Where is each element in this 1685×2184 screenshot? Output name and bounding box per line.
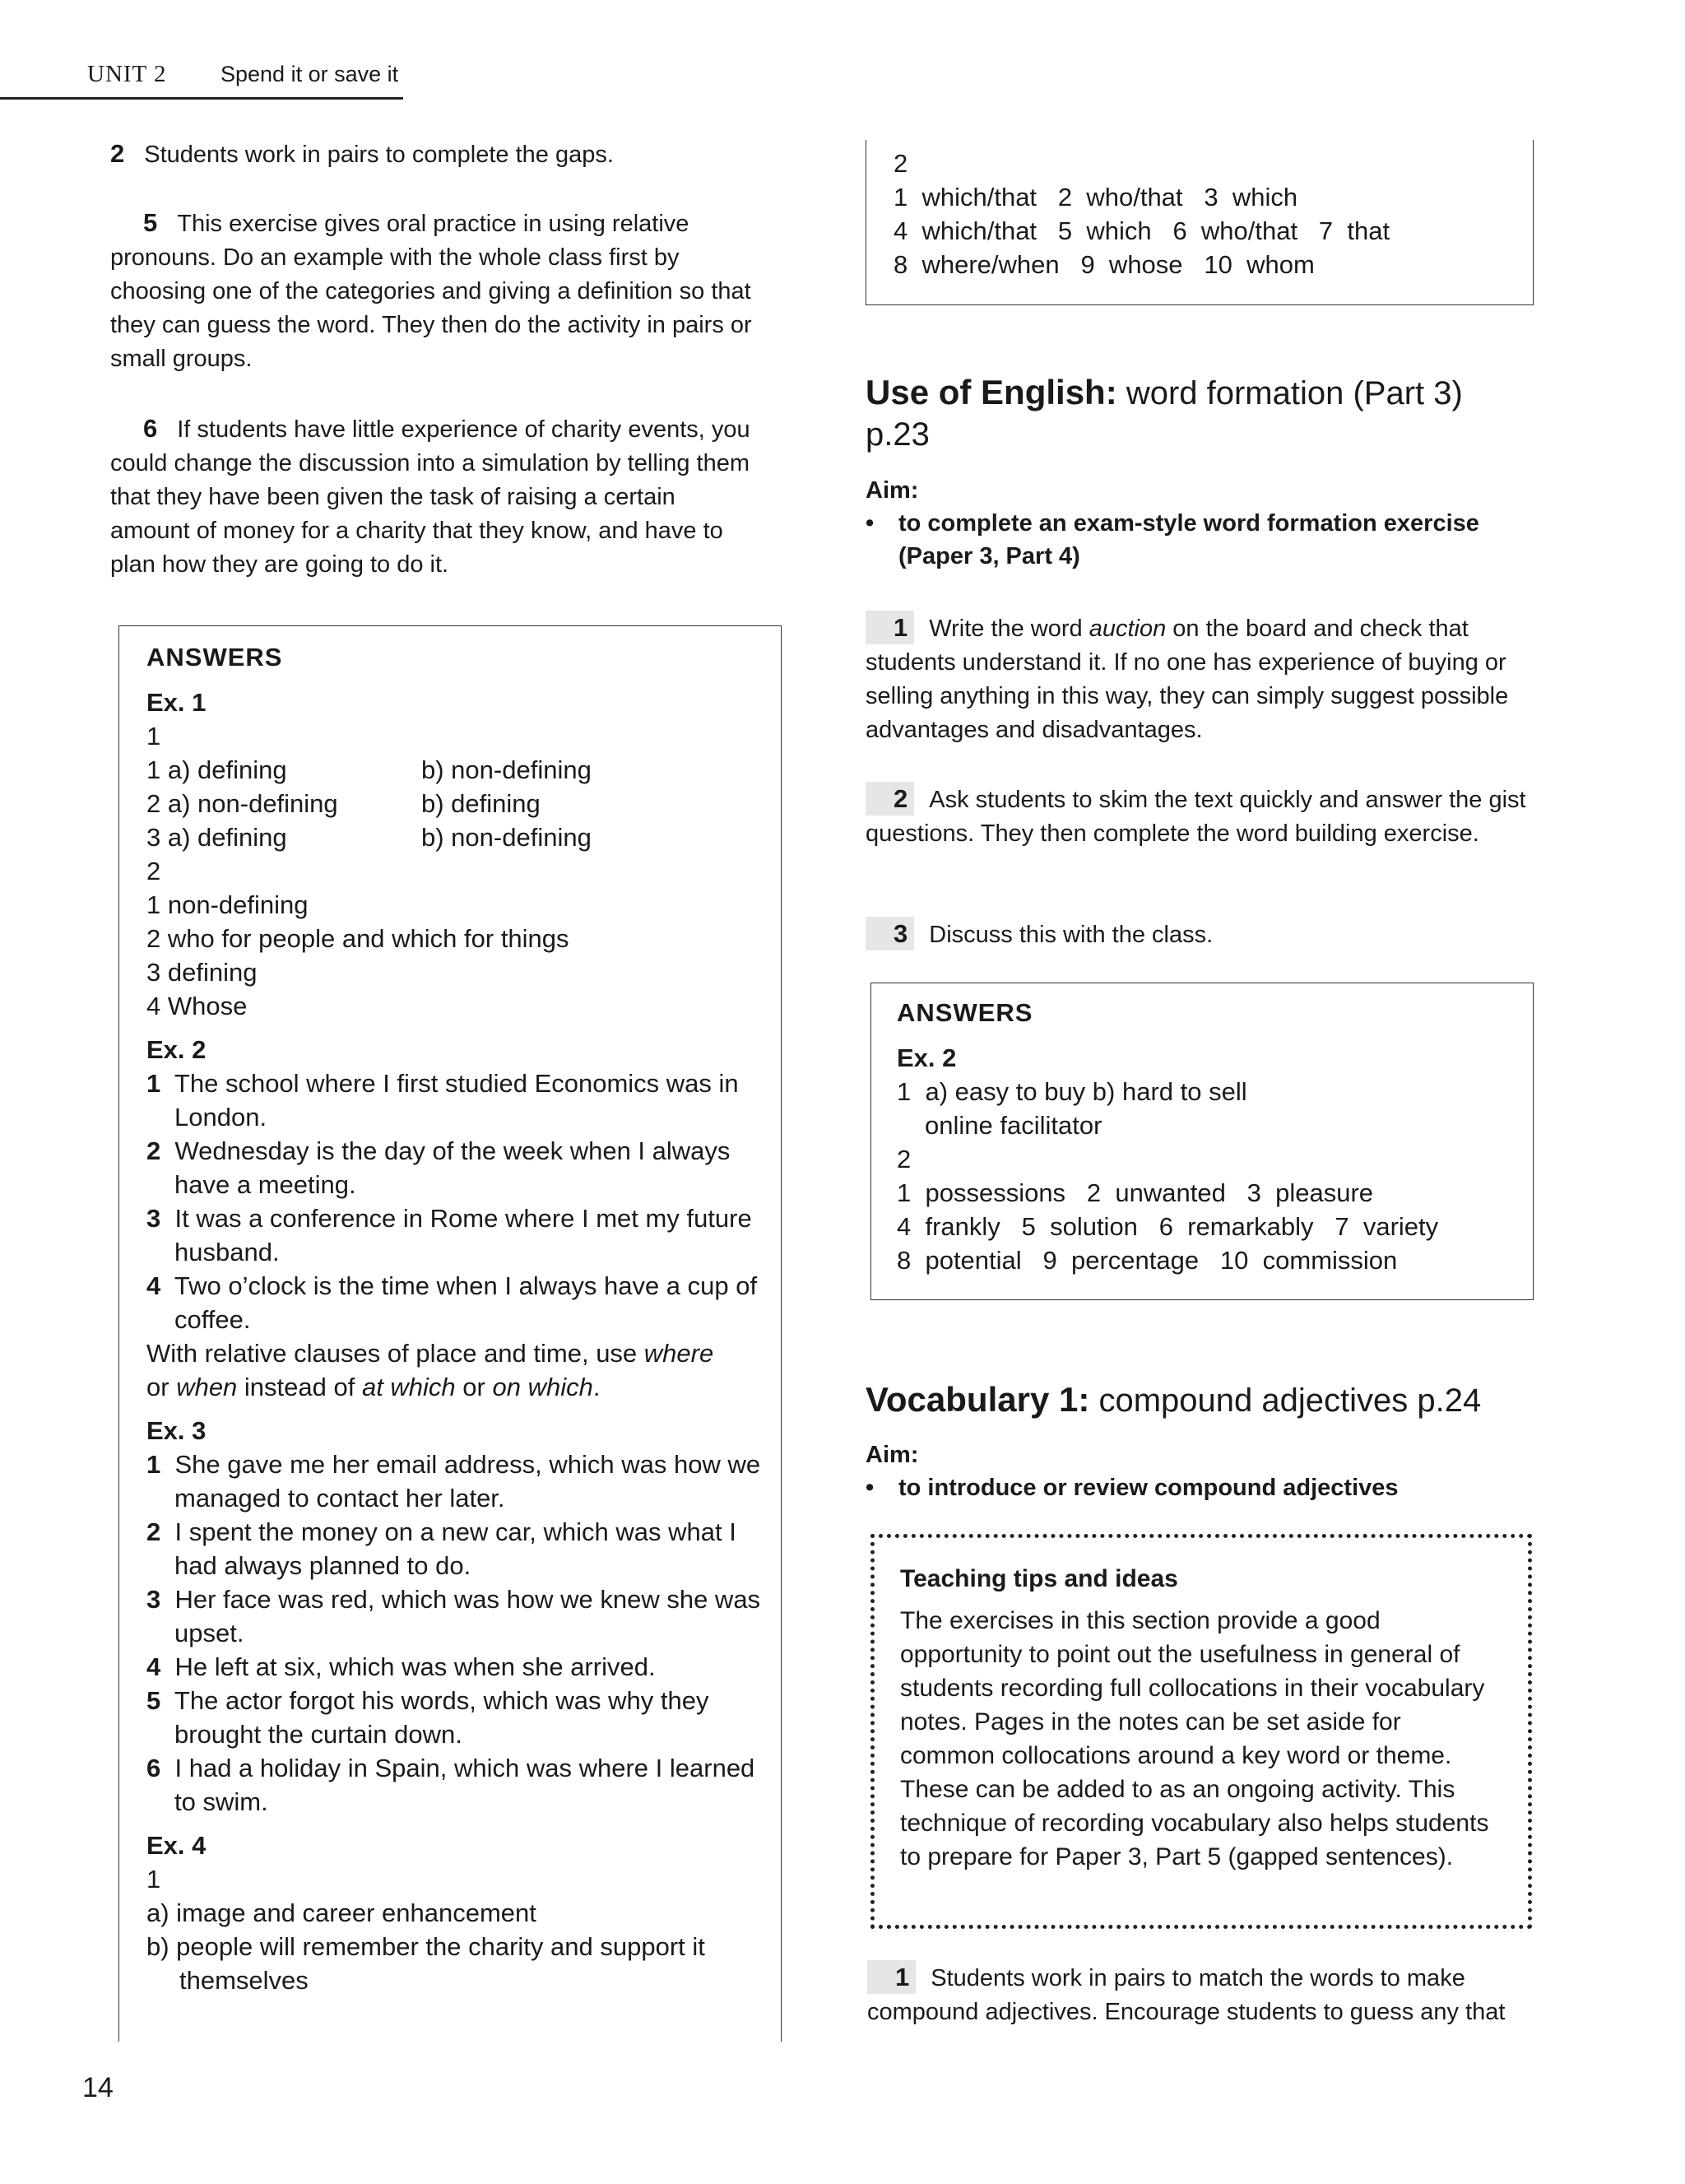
answers-heading: ANSWERS	[146, 643, 283, 671]
paragraph-line: If students have little experience of charity events, you	[177, 416, 750, 443]
ex3-item	[146, 1751, 772, 1819]
note-text: or	[146, 1373, 177, 1401]
paragraph-line: choosing one of the categories and giving a definition so that	[110, 278, 751, 304]
exercise-number-badge: 1	[867, 1960, 916, 1994]
item-number: 2	[146, 1517, 161, 1546]
paragraph-line: amount of money for a charity that they know, and have to	[110, 518, 723, 544]
paragraph-line: that they have been given the task of raising a certain	[110, 484, 675, 510]
paragraph-text: Students work in pairs to complete the gaps.	[144, 142, 614, 168]
answer-a: 3 a) defining	[146, 823, 287, 852]
answer-line: 1 a) easy to buy b) hard to sell	[897, 1077, 1247, 1106]
ex1-part-2: 2	[146, 857, 161, 885]
ex1-label: Ex. 1	[146, 688, 207, 717]
bullet-icon: •	[866, 1475, 875, 1501]
aim-label: Aim:	[866, 477, 919, 504]
ex3-item	[146, 1515, 772, 1582]
ex1-item: 2 who for people and which for things	[146, 924, 569, 953]
item-number: 4	[146, 1271, 161, 1300]
uoe-paragraph-1	[866, 611, 1532, 747]
ex3-item	[146, 1582, 772, 1650]
aim-text: to complete an exam-style word formation exercise (Paper 3, Part 4)	[898, 510, 1479, 569]
running-header	[0, 54, 403, 100]
note-em: where	[643, 1339, 714, 1368]
answer-line: 4 which/that 5 which 6 who/that 7 that	[894, 216, 1390, 245]
item-text: I had a holiday in Spain, which was where I learned to swim.	[174, 1754, 755, 1816]
aim-bullet	[866, 1471, 1548, 1504]
ex4-item: b) people will remember the charity and support it themselves	[146, 1932, 705, 1995]
section-title-bold: Vocabulary 1:	[866, 1380, 1090, 1419]
paragraph-text: Discuss this with the class.	[929, 922, 1214, 948]
answers-right	[897, 996, 1522, 1277]
ex1-item: 3 defining	[146, 958, 258, 987]
aim-label: Aim:	[866, 1442, 919, 1468]
ex4-item: a) image and career enhancement	[146, 1898, 536, 1927]
tips-heading: Teaching tips and ideas	[900, 1565, 1178, 1592]
use-of-english-title	[866, 372, 1565, 455]
answer-a: 2 a) non-defining	[146, 789, 338, 818]
item-text: Wednesday is the day of the week when I always have a meeting.	[174, 1136, 731, 1199]
vocab-paragraph-1	[867, 1960, 1534, 2029]
ex3-item	[146, 1650, 772, 1684]
answer-line: 1 possessions 2 unwanted 3 pleasure	[897, 1178, 1374, 1207]
ex1-item: 1 non-defining	[146, 890, 309, 919]
left-paragraph-5	[110, 206, 818, 376]
uoe-paragraph-3	[866, 917, 1532, 952]
ex2-item	[146, 1134, 772, 1201]
note-text: With relative clauses of place and time, use	[146, 1339, 644, 1368]
item-number: 1	[146, 1069, 161, 1098]
answer-a: 1 a) defining	[146, 755, 287, 784]
paragraph-line: This exercise gives oral practice in using relative	[177, 211, 689, 237]
use-of-english-aim	[866, 474, 1548, 573]
item-number: 1	[146, 1450, 161, 1479]
item-number: 3	[146, 1204, 161, 1233]
unit-title: Spend it or save it	[220, 62, 399, 86]
answer-line: online facilitator	[925, 1111, 1102, 1140]
answer-b: b) non-defining	[421, 823, 592, 852]
ex2-label: Ex. 2	[146, 1035, 207, 1064]
vocabulary-title	[866, 1379, 1565, 1421]
paragraph-line: small groups.	[110, 346, 253, 372]
ex2-item	[146, 1269, 772, 1336]
ex4-label: Ex. 4	[146, 1831, 207, 1860]
note-em: on which	[492, 1373, 593, 1401]
paragraph-line: pronouns. Do an example with the whole class first by	[110, 244, 680, 271]
item-text: The school where I first studied Economics was in London.	[174, 1069, 739, 1131]
exercise-number-badge: 2	[866, 782, 914, 816]
section-title-bold: Use of English:	[866, 373, 1117, 411]
answer-line: 8 potential 9 percentage 10 commission	[897, 1246, 1398, 1275]
paragraph-text: Ask students to skim the text quickly and answer the gist questions. They then complete the word building exercise.	[866, 787, 1526, 847]
paragraph-text: Write the word	[929, 616, 1089, 642]
ex1-row	[146, 753, 772, 787]
aim-bullet	[866, 507, 1548, 573]
paragraph-number: 2	[110, 139, 125, 168]
paragraph-number: 5	[143, 208, 158, 237]
ex4-part-1: 1	[146, 1865, 161, 1894]
left-paragraph-6	[110, 411, 818, 582]
ex2-note	[146, 1336, 772, 1404]
paragraph-line: could change the discussion into a simulation by telling them	[110, 450, 750, 476]
vocabulary-aim	[866, 1438, 1548, 1504]
ex1-row	[146, 787, 772, 820]
ex3-item	[146, 1684, 772, 1751]
section-page-ref: p.23	[866, 416, 930, 453]
note-text: .	[592, 1373, 601, 1401]
ex2-label: Ex. 2	[897, 1043, 957, 1072]
item-text: It was a conference in Rome where I met my future husband.	[174, 1204, 752, 1266]
item-text: I spent the money on a new car, which was what I had always planned to do.	[174, 1517, 736, 1580]
answers-heading: ANSWERS	[897, 998, 1033, 1027]
page-number: 14	[82, 2072, 114, 2103]
ex3-item	[146, 1447, 772, 1515]
paragraph-number: 6	[143, 414, 158, 443]
ex3-label: Ex. 3	[146, 1416, 207, 1445]
paragraph-text: Students work in pairs to match the words to make compound adjectives. Encourage students to guess any that	[867, 1965, 1506, 2025]
exercise-number-badge: 3	[866, 917, 914, 950]
tips-text: The exercises in this section provide a good opportunity to point out the usefulness in general of students recording full collocations in their vocabulary notes. Pages in the notes can be set aside for common collocations around a key word or theme. These can be added to as an ongoing activity. This technique of recording vocabulary also helps students to prepare for Paper 3, Part 5 (gapped sentences).	[900, 1607, 1489, 1870]
item-number: 2	[146, 1136, 161, 1165]
item-text: Her face was red, which was how we knew she was upset.	[174, 1585, 761, 1647]
bullet-icon: •	[866, 510, 875, 537]
answer-b: b) non-defining	[421, 755, 592, 784]
item-text: Two o’clock is the time when I always have a cup of coffee.	[174, 1271, 758, 1334]
answer-line: 1 which/that 2 who/that 3 which	[894, 183, 1298, 211]
paragraph-text: on the board and check that students understand it. If no one has experience of buying or selling anything in this way, they can simply suggest possible advantages and disadvantages.	[866, 616, 1509, 743]
item-number: 3	[146, 1585, 161, 1614]
item-text: She gave me her email address, which was how we managed to contact her later.	[174, 1450, 761, 1513]
paragraph-line: they can guess the word. They then do the activity in pairs or	[110, 312, 752, 338]
section-title-rest: word formation (Part 3)	[1116, 375, 1463, 411]
note-text: or	[455, 1373, 493, 1401]
paragraph-line: plan how they are going to do it.	[110, 551, 449, 578]
item-text: He left at six, which was when she arrived.	[174, 1652, 656, 1681]
ex1-item: 4 Whose	[146, 992, 248, 1020]
item-text: The actor forgot his words, which was why they brought the curtain down.	[174, 1686, 709, 1749]
item-number: 6	[146, 1754, 161, 1782]
answer-line: 4 frankly 5 solution 6 remarkably 7 variety	[897, 1212, 1439, 1241]
ex2-item	[146, 1066, 772, 1134]
unit-label: UNIT 2	[87, 61, 167, 87]
item-number: 4	[146, 1652, 161, 1681]
answer-b: b) defining	[421, 789, 541, 818]
part-label: 2	[894, 149, 908, 178]
ex2-item	[146, 1201, 772, 1269]
item-number: 5	[146, 1686, 161, 1715]
ex1-row	[146, 820, 772, 854]
note-em: at which	[361, 1373, 456, 1401]
section-title-rest: compound adjectives p.24	[1089, 1382, 1482, 1419]
paragraph-em: auction	[1089, 616, 1167, 642]
exercise-number-badge: 1	[866, 611, 914, 644]
answers-left	[146, 640, 772, 1997]
note-text: instead of	[237, 1373, 362, 1401]
answer-line: 8 where/when 9 whose 10 whom	[894, 250, 1315, 279]
left-paragraph-2	[110, 137, 801, 172]
ex1-part-1: 1	[146, 722, 161, 750]
aim-text: to introduce or review compound adjectives	[898, 1475, 1399, 1501]
note-em: when	[176, 1373, 238, 1401]
teaching-tips	[900, 1562, 1502, 1874]
answers-top-right	[894, 146, 1519, 281]
part-label: 2	[897, 1145, 912, 1173]
uoe-paragraph-2	[866, 782, 1532, 851]
